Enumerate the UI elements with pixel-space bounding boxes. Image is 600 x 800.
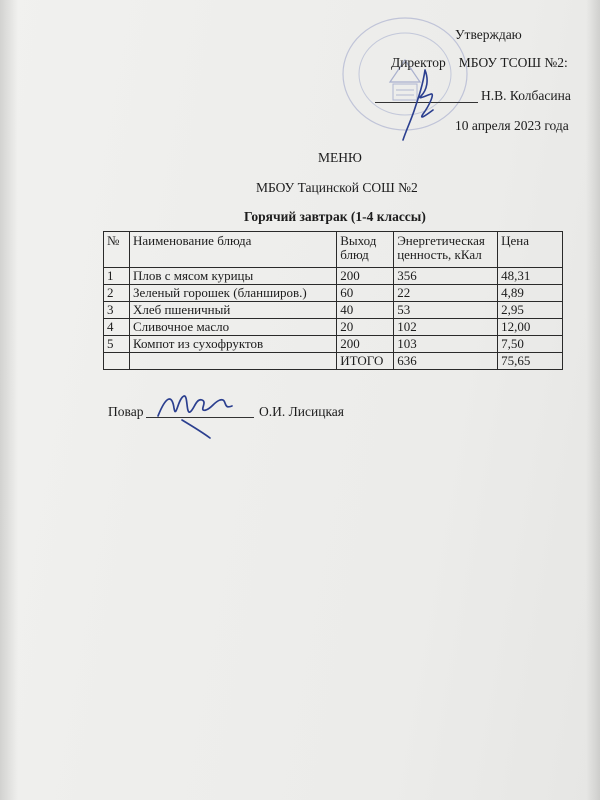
- table-header-row: [104, 232, 563, 268]
- row-dish: Хлеб пшеничный: [129, 302, 336, 319]
- director-name: Н.В. Колбасина: [481, 88, 571, 103]
- approval-date: 10 апреля 2023 года: [455, 118, 569, 133]
- header-num: №: [104, 232, 130, 268]
- row-energy: 22: [394, 285, 498, 302]
- row-dish: Сливочное масло: [129, 319, 336, 336]
- header-energy: Энергетическая ценность, кКал: [394, 232, 498, 268]
- school-name: МБОУ Тацинской СОШ №2: [256, 180, 418, 195]
- total-energy: 636: [394, 353, 498, 370]
- row-energy: 53: [394, 302, 498, 319]
- table-row: [104, 302, 563, 319]
- row-energy: 356: [394, 268, 498, 285]
- cook-name: О.И. Лисицкая: [259, 404, 345, 419]
- row-output: 20: [337, 319, 394, 336]
- row-price: 4,89: [498, 285, 563, 302]
- row-price: 48,31: [498, 268, 563, 285]
- row-dish: Плов с мясом курицы: [129, 268, 336, 285]
- table-row: [104, 285, 563, 302]
- row-num: 5: [104, 336, 130, 353]
- table-row: [104, 319, 563, 336]
- row-num: 4: [104, 319, 130, 336]
- approval-title: Утверждаю: [455, 27, 522, 42]
- table-row: [104, 336, 563, 353]
- row-output: 200: [337, 268, 394, 285]
- menu-title: МЕНЮ: [318, 150, 362, 165]
- row-num: 3: [104, 302, 130, 319]
- row-num: 1: [104, 268, 130, 285]
- approval-director-line: [391, 55, 568, 71]
- row-energy: 103: [394, 336, 498, 353]
- row-output: 200: [337, 336, 394, 353]
- director-signature-line: [375, 102, 478, 103]
- row-dish: Зеленый горошек (бланширов.): [129, 285, 336, 302]
- cook-signature-line: [146, 417, 254, 418]
- director-signature: [395, 66, 455, 146]
- director-label: Директор: [391, 55, 446, 70]
- menu-table: [103, 231, 563, 370]
- row-price: 2,95: [498, 302, 563, 319]
- table-row: [104, 268, 563, 285]
- row-dish: Компот из сухофруктов: [129, 336, 336, 353]
- row-num: 2: [104, 285, 130, 302]
- row-price: 12,00: [498, 319, 563, 336]
- header-price: Цена: [498, 232, 563, 268]
- row-price: 7,50: [498, 336, 563, 353]
- row-energy: 102: [394, 319, 498, 336]
- header-output: Выход блюд: [337, 232, 394, 268]
- approval-organization: МБОУ ТСОШ №2:: [458, 55, 568, 70]
- row-output: 60: [337, 285, 394, 302]
- row-output: 40: [337, 302, 394, 319]
- cook-label: Повар: [108, 404, 144, 419]
- total-price: 75,65: [498, 353, 563, 370]
- page-fold: [586, 0, 600, 800]
- total-empty-num: [104, 353, 130, 370]
- cook-signature: [152, 386, 252, 442]
- meal-title: Горячий завтрак (1-4 классы): [244, 209, 426, 224]
- table-total-row: [104, 353, 563, 370]
- total-label: ИТОГО: [337, 353, 394, 370]
- header-name: Наименование блюда: [129, 232, 336, 268]
- total-empty-name: [129, 353, 336, 370]
- page-shadow: [0, 0, 18, 800]
